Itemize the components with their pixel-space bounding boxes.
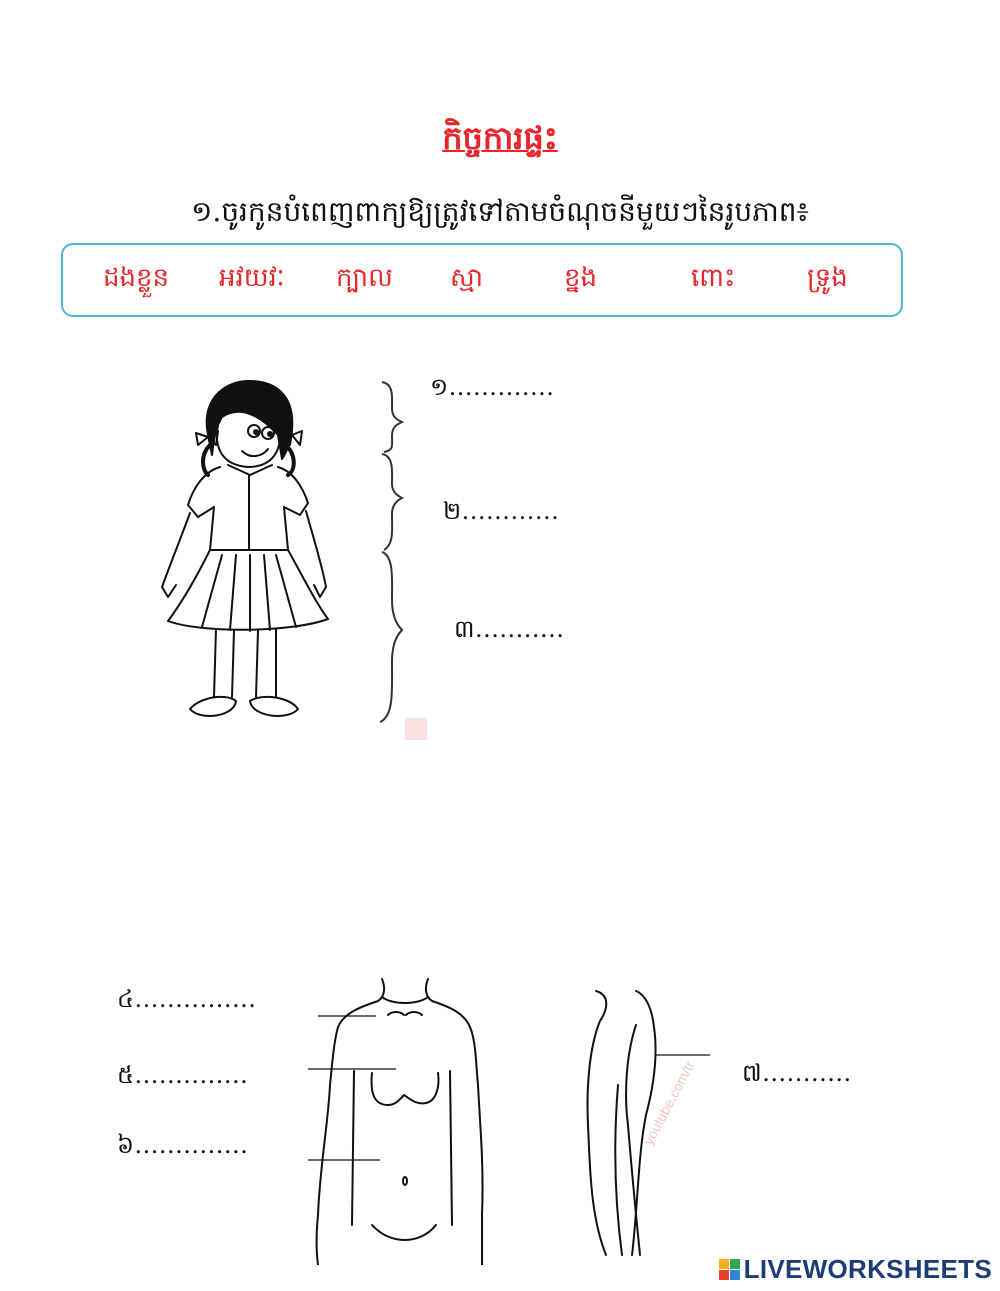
instruction-text: ១.ចូរកូនបំពេញពាក្យឱ្យត្រូវទៅតាមចំណុចនីមួយៗនៃរូបភាព៖	[191, 195, 809, 228]
word-bank-item: ទ្រូង	[807, 263, 848, 293]
answer-blank-3[interactable]: ៣...........	[454, 615, 565, 643]
logo-icon	[719, 1259, 740, 1280]
worksheet-title: កិច្ចការផ្ទះ	[442, 119, 558, 157]
word-bank-item: ខ្នង	[564, 263, 598, 293]
answer-blank-5[interactable]: ៥..............	[117, 1061, 249, 1089]
word-bank-box	[61, 243, 903, 317]
word-bank-item: ពោះ	[691, 263, 736, 293]
answer-blank-7[interactable]: ៧...........	[742, 1059, 852, 1087]
pointer-lines-front	[306, 1010, 406, 1170]
answer-blank-6[interactable]: ៦..............	[117, 1131, 249, 1159]
bracket-lines	[372, 380, 412, 725]
answer-blank-2[interactable]: ២............	[443, 497, 560, 525]
watermark-text: youtube.com/tr	[640, 1058, 698, 1148]
word-bank-item: ស្មា	[450, 263, 484, 293]
watermark-mark	[405, 718, 427, 740]
word-bank-item: ដងខ្លួន	[103, 263, 170, 293]
girl-illustration	[150, 375, 340, 735]
answer-blank-4[interactable]: ៤...............	[117, 985, 257, 1013]
logo-text: LIVEWORKSHEETS	[743, 1254, 992, 1284]
answer-blank-1[interactable]: ១.............	[430, 373, 555, 401]
liveworksheets-logo[interactable]	[719, 1254, 992, 1285]
word-bank-item: ក្បាល	[336, 263, 393, 293]
word-bank-item: អវយវៈ	[219, 263, 285, 293]
